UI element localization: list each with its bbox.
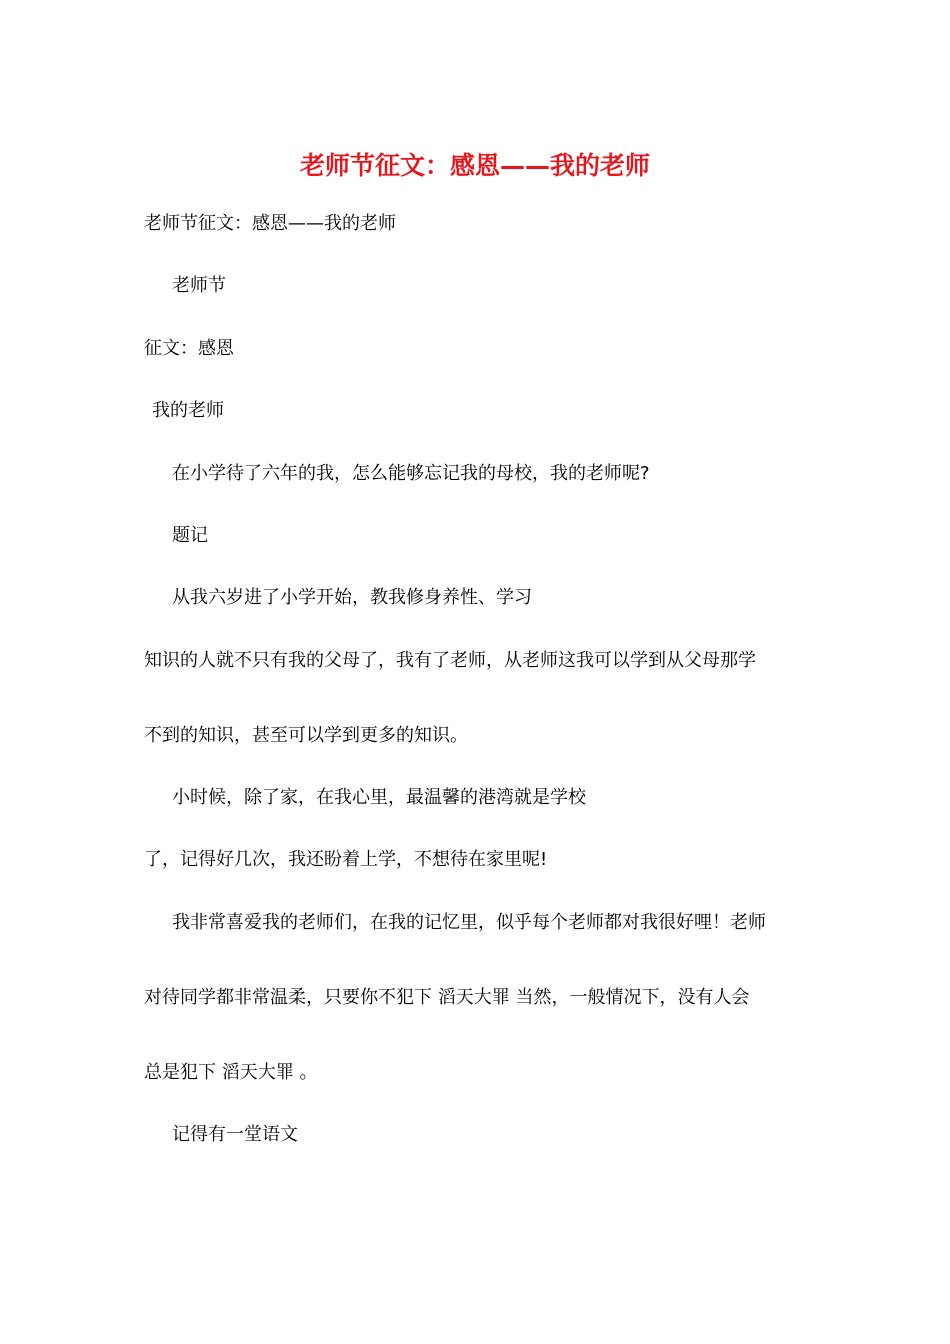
paragraph-line-4: 我的老师	[152, 400, 224, 421]
paragraph-line-15: 记得有一堂语文	[172, 1124, 298, 1145]
paragraph-line-13: 对待同学都非常温柔，只要你不犯下 滔天大罪 当然，一般情况下，没有人会	[144, 987, 750, 1008]
paragraph-line-5: 在小学待了六年的我，怎么能够忘记我的母校，我的老师呢?	[172, 463, 650, 484]
document-title: 老师节征文：感恩——我的老师	[299, 151, 650, 180]
paragraph-line-3: 征文：感恩	[144, 338, 234, 359]
paragraph-line-1: 老师节征文：感恩——我的老师	[144, 213, 396, 234]
paragraph-line-12: 我非常喜爱我的老师们，在我的记忆里，似乎每个老师都对我很好哩！老师	[172, 912, 766, 933]
paragraph-line-11: 了，记得好几次，我还盼着上学，不想待在家里呢!	[144, 849, 548, 870]
paragraph-line-2: 老师节	[172, 275, 226, 296]
paragraph-line-9: 不到的知识，甚至可以学到更多的知识。	[144, 725, 468, 746]
paragraph-line-14: 总是犯下 滔天大罪 。	[144, 1062, 318, 1083]
paragraph-line-10: 小时候，除了家，在我心里，最温馨的港湾就是学校	[172, 787, 586, 808]
paragraph-line-6: 题记	[172, 525, 208, 546]
paragraph-line-8: 知识的人就不只有我的父母了，我有了老师，从老师这我可以学到从父母那学	[144, 650, 756, 671]
paragraph-line-7: 从我六岁进了小学开始，教我修身养性、学习	[172, 587, 532, 608]
